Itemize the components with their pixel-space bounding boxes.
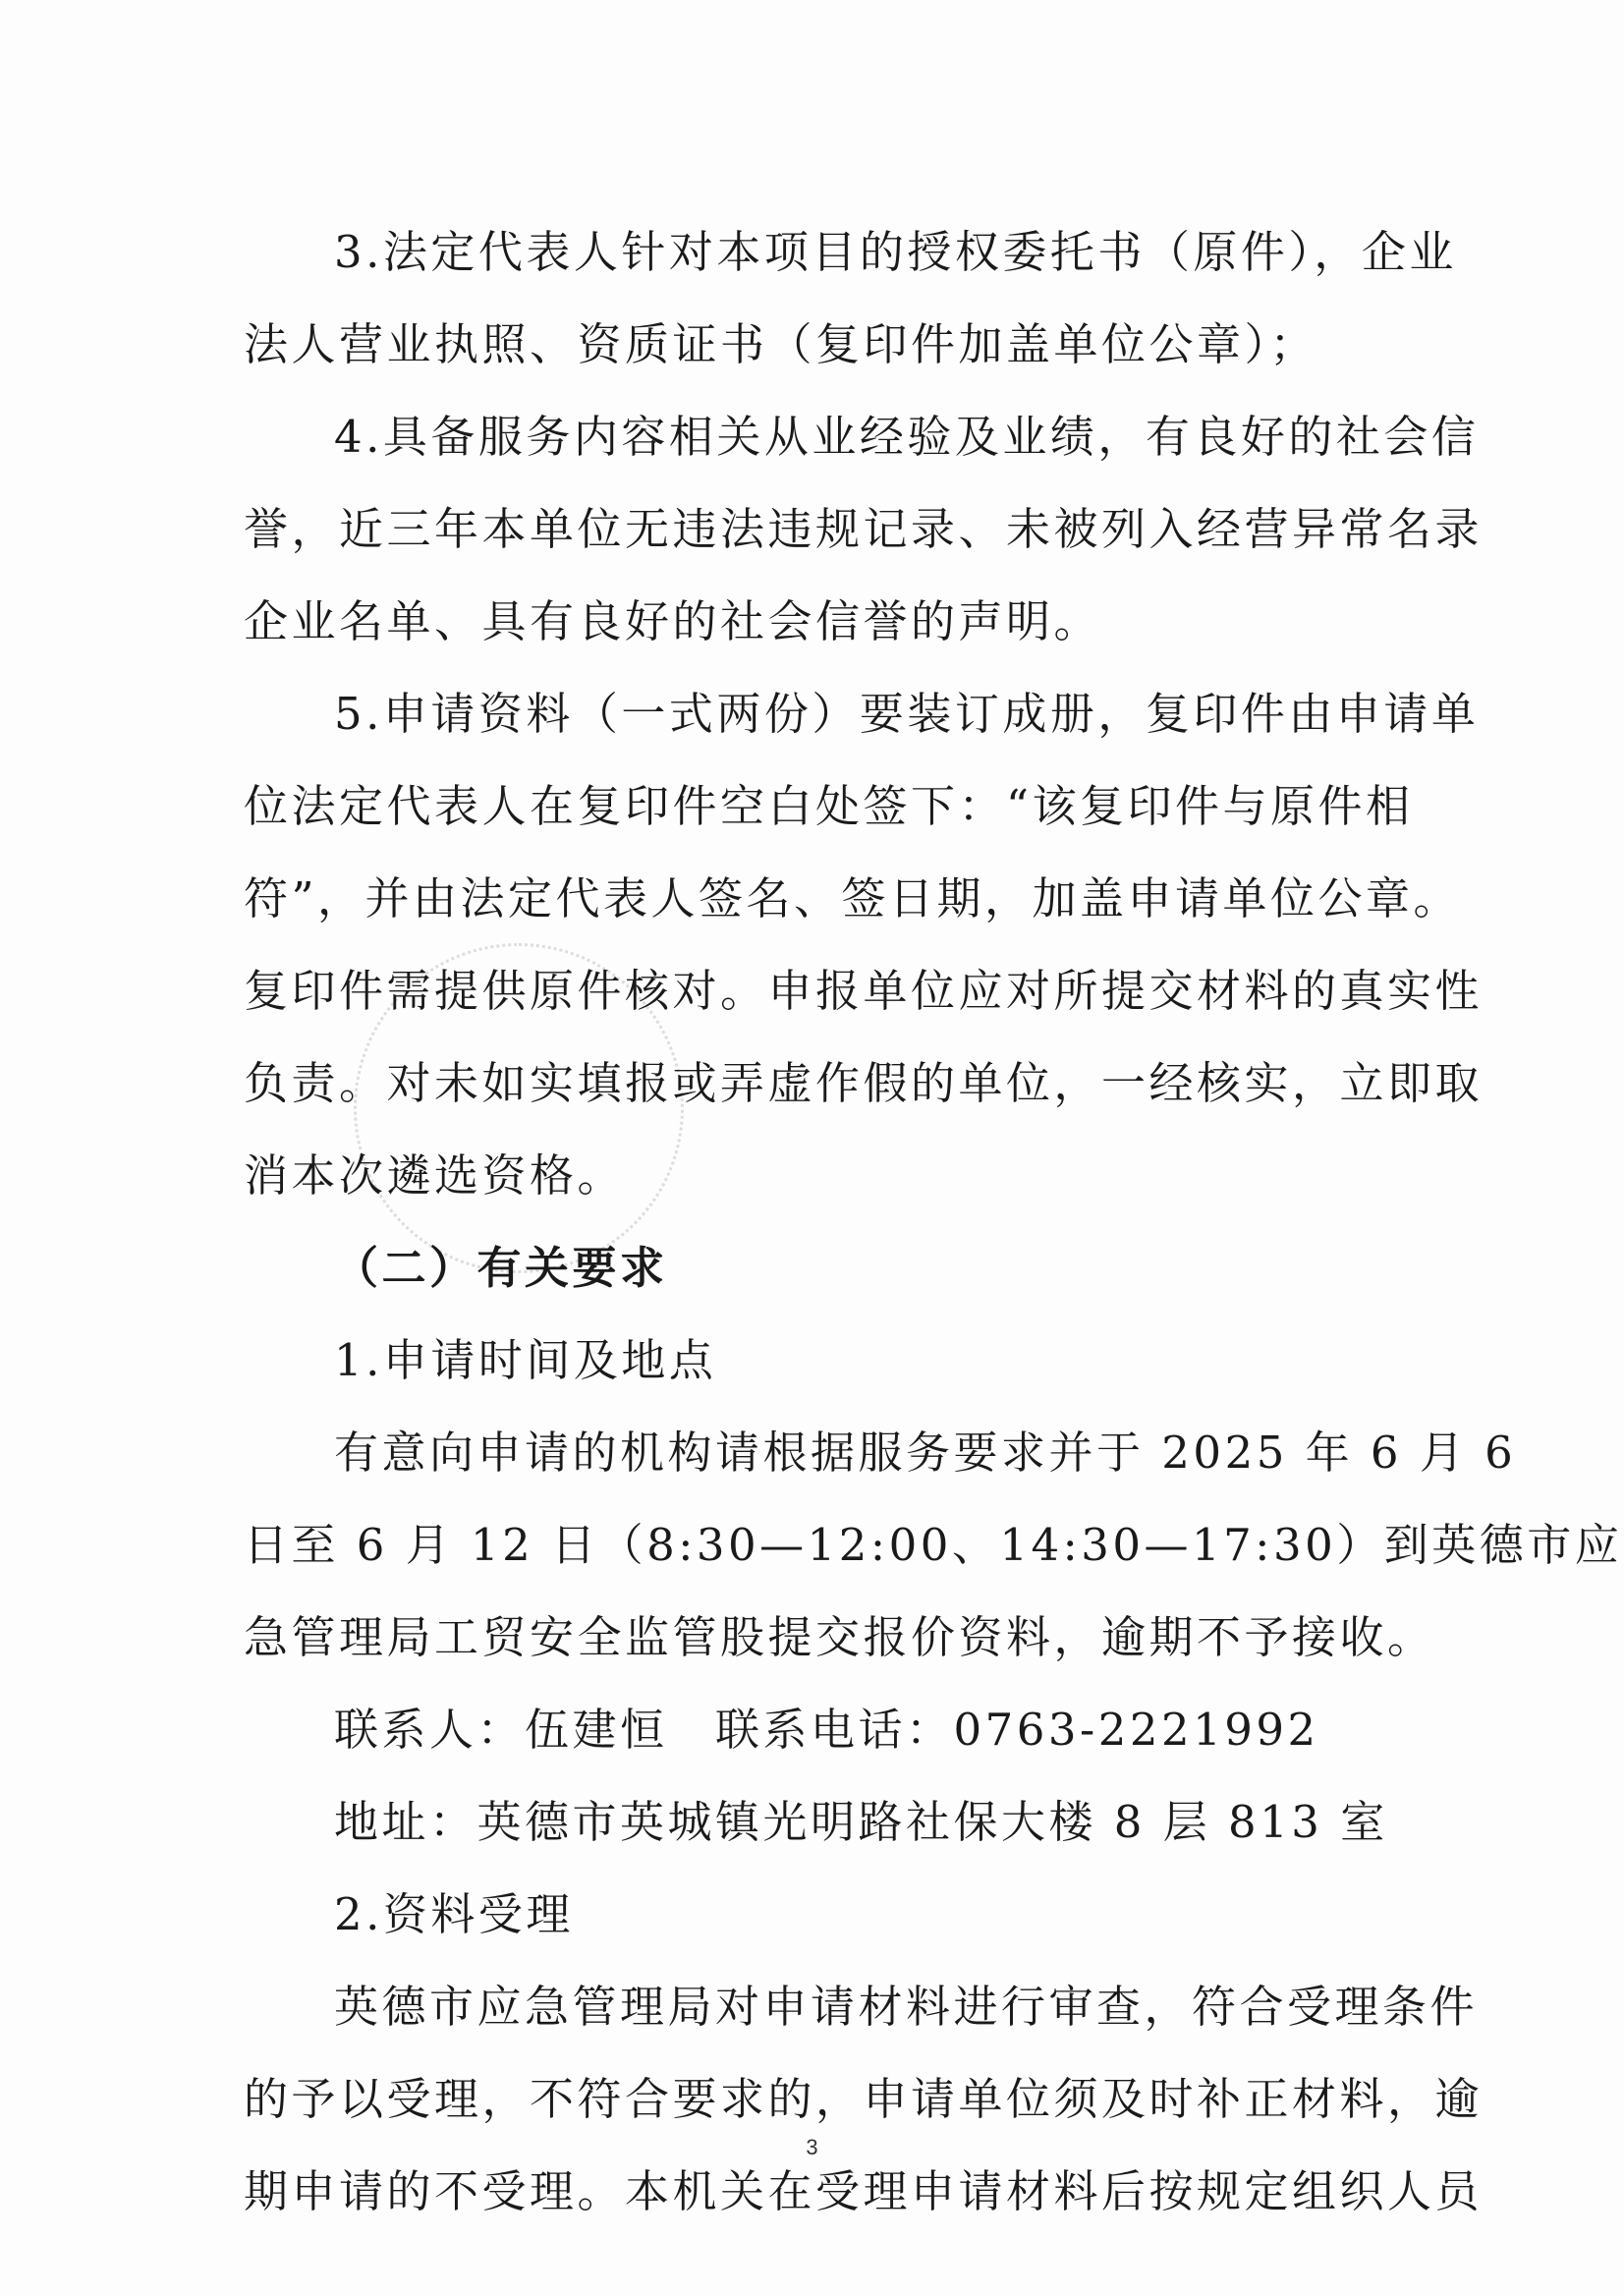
paragraph-line: 位法定代表人在复印件空白处签下：“该复印件与原件相: [244, 780, 1414, 832]
paragraph-line: 复印件需提供原件核对。申报单位应对所提交材料的真实性: [244, 965, 1484, 1017]
paragraph-line: 符”，并由法定代表人签名、签日期，加盖申请单位公章。: [244, 872, 1462, 924]
paragraph-line: 企业名单、具有良好的社会信誉的声明。: [244, 595, 1102, 647]
paragraph-line: 负责。对未如实填报或弄虚作假的单位，一经核实，立即取: [244, 1057, 1484, 1109]
paragraph-line: 英德市应急管理局对申请材料进行审查，符合受理条件: [334, 1981, 1479, 2033]
paragraph-line: 3.法定代表人针对本项目的授权委托书（原件），企业: [334, 226, 1457, 278]
address-line: 地址：英德市英城镇光明路社保大楼 8 层 813 室: [334, 1796, 1388, 1848]
paragraph-line: 5.申请资料（一式两份）要装订成册，复印件由申请单: [334, 688, 1480, 740]
paragraph-line: 期申请的不受理。本机关在受理申请材料后按规定组织人员: [244, 2165, 1484, 2217]
subsection-heading: 2.资料受理: [334, 1888, 574, 1940]
paragraph-line: 法人营业执照、资质证书（复印件加盖单位公章）；: [244, 318, 1318, 370]
section-heading: （二）有关要求: [334, 1242, 668, 1294]
paragraph-line: 急管理局工贸安全监管股提交报价资料，逾期不予接收。: [244, 1611, 1435, 1663]
paragraph-line: 有意向申请的机构请根据服务要求并于 2025 年 6 月 6: [334, 1427, 1517, 1479]
page-number: 3: [806, 2135, 818, 2159]
paragraph-line: 的予以受理，不符合要求的，申请单位须及时补正材料，逾: [244, 2073, 1484, 2125]
paragraph-line: 4.具备服务内容相关从业经验及业绩，有良好的社会信: [334, 411, 1480, 463]
paragraph-line: 消本次遴选资格。: [244, 1149, 626, 1202]
paragraph-line: 誉，近三年本单位无违法违规记录、未被列入经营异常名录: [244, 503, 1484, 555]
contact-line: 联系人：伍建恒 联系电话：0763-2221992: [334, 1704, 1319, 1756]
paragraph-line: 日至 6 月 12 日（8:30—12:00、14:30—17:30）到英德市应: [244, 1519, 1623, 1571]
document-body: [244, 206, 1623, 2238]
subsection-heading: 1.申请时间及地点: [334, 1334, 717, 1386]
